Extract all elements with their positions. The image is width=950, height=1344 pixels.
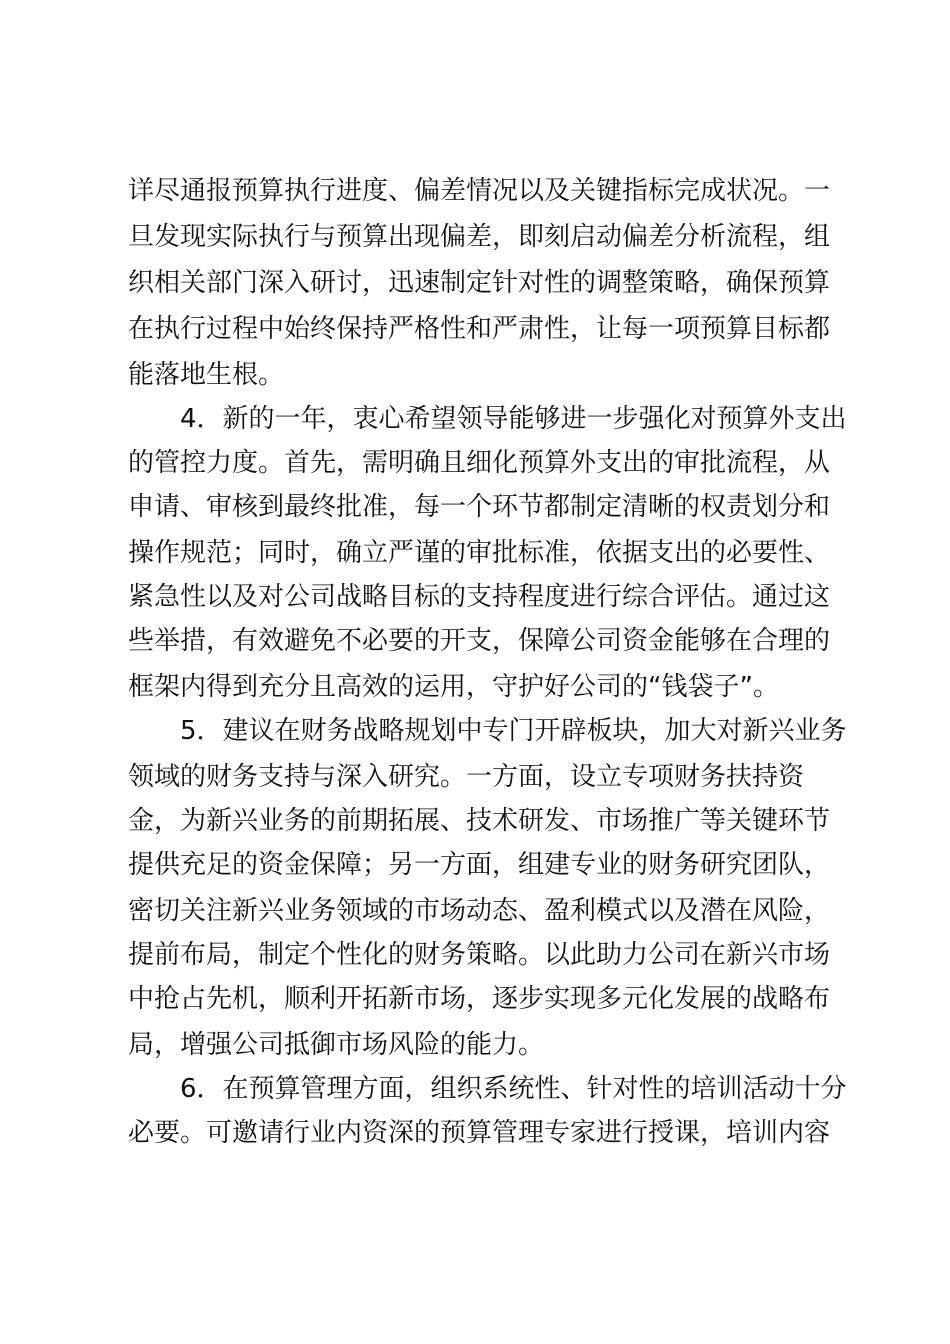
text-line: 操作规范；同时，确立严谨的审批标准，依据支出的必要性、 (128, 538, 831, 568)
text-line: 框架内得到充分且高效的运用，守护好公司的“钱袋子”。 (128, 672, 779, 702)
text-line: 能落地生根。 (128, 360, 285, 390)
paragraph-first-line: 5．建议在财务战略规划中专门开辟板块，加大对新兴业务 (180, 716, 847, 746)
text-line: 必要。可邀请行业内资深的预算管理专家进行授课，培训内容 (128, 1118, 831, 1148)
text-line: 紧急性以及对公司战略目标的支持程度进行综合评估。通过这 (128, 582, 831, 612)
text-line: 织相关部门深入研讨，迅速制定针对性的调整策略，确保预算 (128, 268, 831, 298)
text-line: 局，增强公司抵御市场风险的能力。 (128, 1030, 545, 1060)
text-line: 密切关注新兴业务领域的市场动态、盈利模式以及潜在风险， (128, 896, 831, 926)
text-line: 金，为新兴业务的前期拓展、技术研发、市场推广等关键环节 (128, 806, 831, 836)
paragraph-first-line: 4．新的一年，衷心希望领导能够进一步强化对预算外支出 (180, 404, 847, 434)
text-line: 领域的财务支持与深入研究。一方面，设立专项财务扶持资 (128, 762, 805, 792)
text-line: 提供充足的资金保障；另一方面，组建专业的财务研究团队， (128, 850, 831, 880)
text-line: 些举措，有效避免不必要的开支，保障公司资金能够在合理的 (128, 626, 831, 656)
text-line: 中抢占先机，顺利开拓新市场，逐步实现多元化发展的战略布 (128, 984, 831, 1014)
text-line: 在执行过程中始终保持严格性和严肃性，让每一项预算目标都 (128, 314, 831, 344)
paragraph-first-line: 6．在预算管理方面，组织系统性、针对性的培训活动十分 (180, 1074, 847, 1104)
text-line: 提前布局，制定个性化的财务策略。以此助力公司在新兴市场 (128, 940, 831, 970)
text-line: 的管控力度。首先，需明确且细化预算外支出的审批流程，从 (128, 448, 831, 478)
text-line: 旦发现实际执行与预算出现偏差，即刻启动偏差分析流程，组 (128, 222, 831, 252)
text-line: 详尽通报预算执行进度、偏差情况以及关键指标完成状况。一 (128, 176, 831, 206)
text-line: 申请、审核到最终批准，每一个环节都制定清晰的权责划分和 (128, 492, 831, 522)
